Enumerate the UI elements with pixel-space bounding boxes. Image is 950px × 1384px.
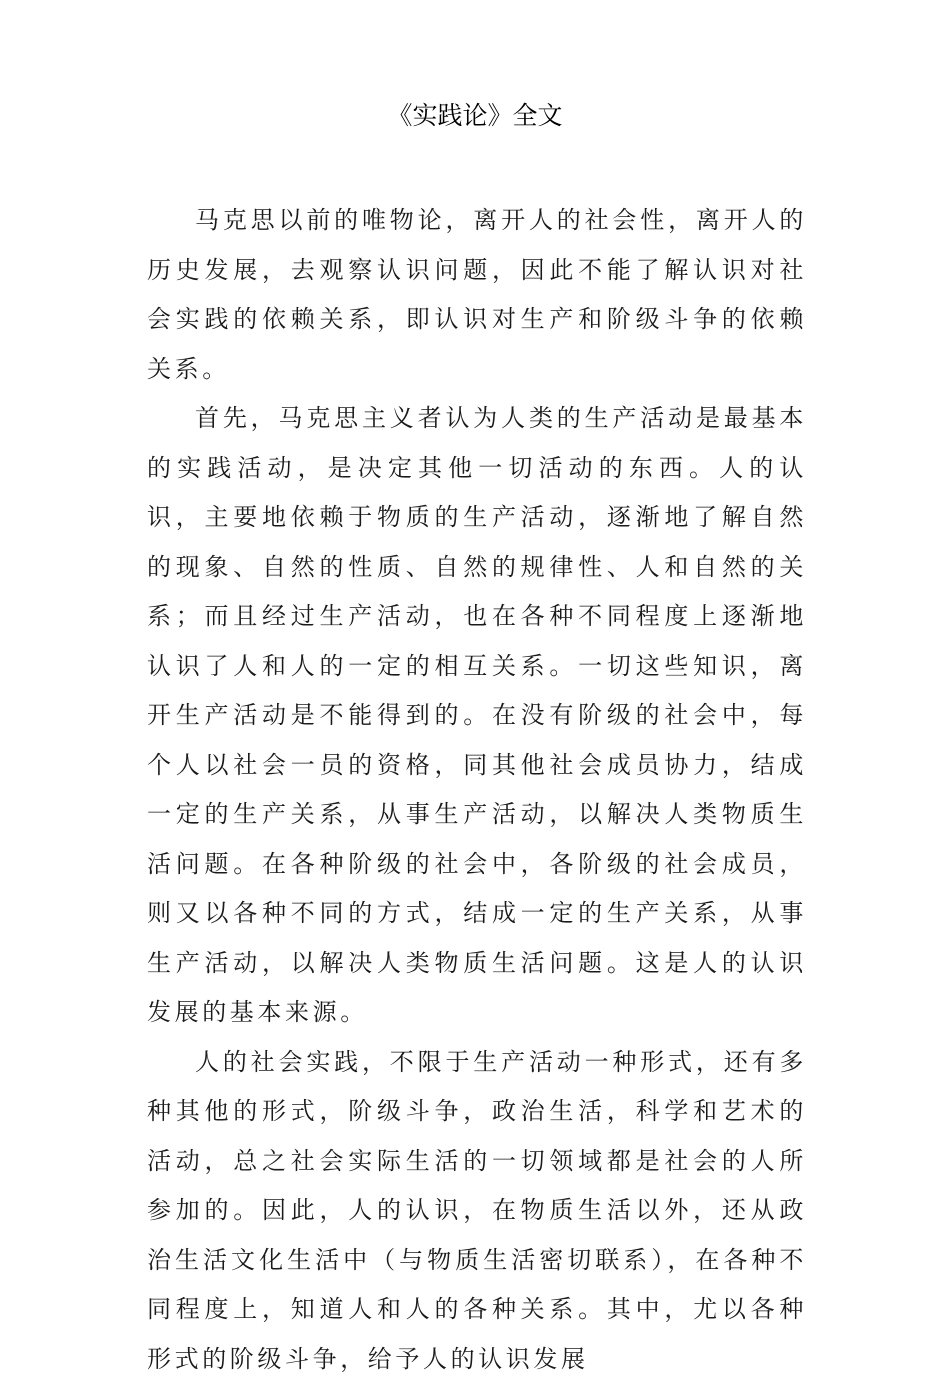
document-body [147, 196, 807, 1384]
paragraph-1: 马克思以前的唯物论，离开人的社会性，离开人的历史发展，去观察认识问题，因此不能了解认识对社会实践的依赖关系，即认识对生产和阶级斗争的依赖关系。 [147, 196, 807, 394]
document-title: 《实践论》全文 [0, 96, 950, 136]
paragraph-2: 首先，马克思主义者认为人类的生产活动是最基本的实践活动，是决定其他一切活动的东西。人的认识，主要地依赖于物质的生产活动，逐渐地了解自然的现象、自然的性质、自然的规律性、人和自然的关系；而且经过生产活动，也在各种不同程度上逐渐地认识了人和人的一定的相互关系。一切这些知识，离开生产活动是不能得到的。在没有阶级的社会中，每个人以社会一员的资格，同其他社会成员协力，结成一定的生产关系，从事生产活动，以解决人类物质生活问题。在各种阶级的社会中，各阶级的社会成员，则又以各种不同的方式，结成一定的生产关系，从事生产活动，以解决人类物质生活问题。这是人的认识发展的基本来源。 [147, 394, 807, 1038]
paragraph-3: 人的社会实践，不限于生产活动一种形式，还有多种其他的形式，阶级斗争，政治生活，科学和艺术的活动，总之社会实际生活的一切领域都是社会的人所参加的。因此，人的认识，在物质生活以外，还从政治生活文化生活中（与物质生活密切联系），在各种不同程度上，知道人和人的各种关系。其中，尤以各种形式的阶级斗争，给予人的认识发展 [147, 1038, 807, 1384]
